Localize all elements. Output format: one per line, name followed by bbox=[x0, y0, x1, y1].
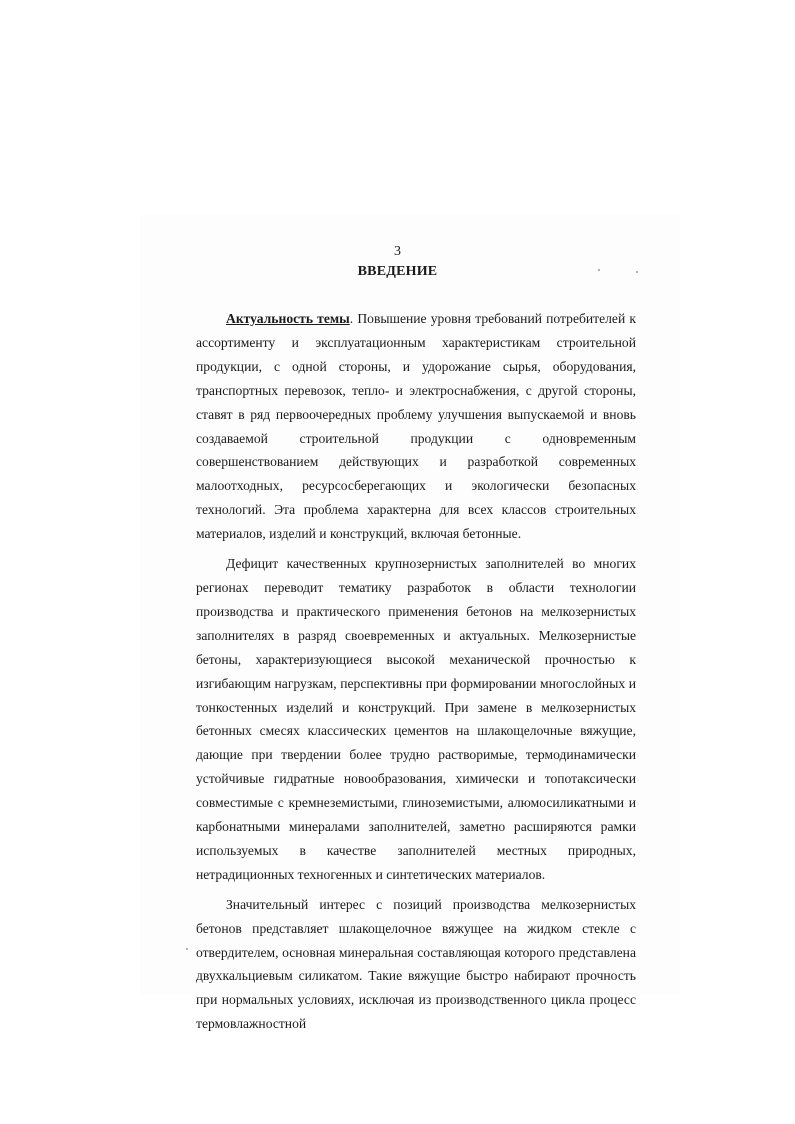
paragraph-text: . Повышение уровня требований потребителей к ассортименту и эксплуатационным характеристикам строительной продукции, с одной стороны, и удорожание сырья, оборудования, транспортных перевозок, тепло- и электроснабжения, с другой стороны, ставят в ряд первоочередных проблему улучшения выпускаемой и вновь создаваемой строительной продукции с одновременным совершенствованием действующих и разработкой современных малоотходных, ресурсосберегающих и экологически безопасных технологий. Эта проблема характерна для всех классов строительных материалов, изделий и конструкций, включая бетонные. bbox=[196, 311, 636, 542]
paragraph-aggregates: Дефицит качественных крупнозернистых заполнителей во многих регионах переводит тематику разработок в области технологии производства и практического применения бетонов на мелкозернистых заполнителях в разряд своевременных и актуальных. Мелкозернистые бетоны, характеризующиеся высокой механической прочностью к изгибающим нагрузкам, перспективны при формировании многослойных и тонкостенных изделий и конструкций. При замене в мелкозернистых бетонных смесях классических цементов на шлакощелочные вяжущие, дающие при твердении более трудно растворимые, термодинамически устойчивые гидратные новообразования, химически и топотаксически совместимые с кремнеземистыми, глиноземистыми, алюмосиликатными и карбонатными минералами заполнителей, заметно расширяются рамки используемых в качестве заполнителей местных природных, нетрадиционных техногенных и синтетических материалов. bbox=[196, 556, 636, 882]
paragraph-binder: Значительный интерес с позиций производства мелкозернистых бетонов представляет шлакощелочное вяжущее на жидком стекле с отвердителем, основная минеральная составляющая которого представлена двухкальциевым силикатом. Такие вяжущие быстро набирают прочность при нормальных условиях, исключая из производственного цикла процесс термовлажностной bbox=[196, 896, 636, 1032]
section-title: ВВЕДЕНИЕ bbox=[357, 264, 438, 279]
paragraph-relevance bbox=[196, 307, 636, 546]
page-number: 3 bbox=[394, 244, 401, 259]
scan-speck bbox=[186, 948, 188, 950]
body-text bbox=[196, 307, 636, 1036]
paragraph-lead: Актуальность темы bbox=[226, 311, 350, 326]
